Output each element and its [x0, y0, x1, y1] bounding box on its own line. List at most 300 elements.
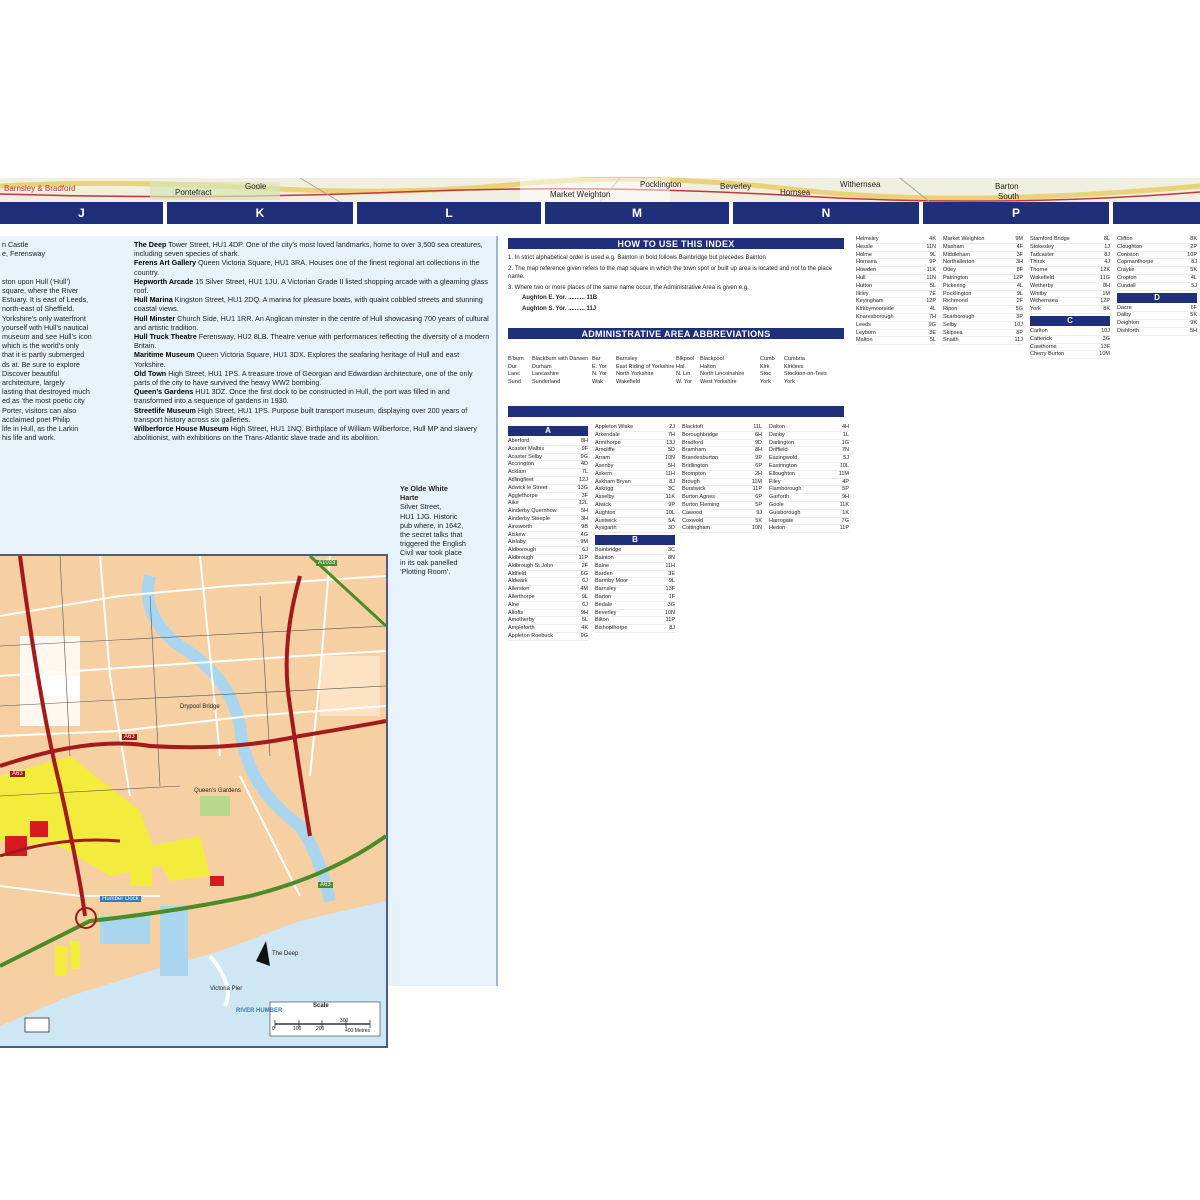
- road-label: A1033: [318, 560, 336, 566]
- index-entry: [1117, 236, 1197, 244]
- index-letter-header: C: [1030, 316, 1110, 326]
- index-place: Masham: [943, 243, 965, 250]
- abbr-cell: Stoc: [760, 371, 772, 377]
- abbr-cell: Kirk: [760, 363, 770, 370]
- index-place: Hutton: [856, 282, 873, 289]
- index-entry: [1117, 320, 1197, 328]
- index-entry: [943, 298, 1023, 306]
- index-ref: 1J: [1104, 243, 1110, 250]
- index-ref: 4K: [581, 625, 588, 632]
- abbr-cell: Sund: [508, 378, 521, 385]
- index-ref: 9G: [580, 632, 588, 639]
- index-entry: [682, 486, 762, 494]
- index-place: Stamford Bridge: [1030, 236, 1070, 242]
- index-ref: 5D: [667, 447, 675, 454]
- index-entry: [508, 438, 588, 446]
- index-ref: 5G: [1015, 306, 1023, 313]
- index-ref: 4G: [580, 531, 588, 538]
- index-entry: [682, 447, 762, 455]
- grid-column-label: M: [545, 202, 729, 224]
- index-ref: 7G: [841, 517, 849, 524]
- index-place: Flamborough: [769, 486, 802, 493]
- index-place: Eastrington: [769, 462, 797, 469]
- index-ref: 11P: [752, 486, 762, 493]
- city-map-graphic: [0, 556, 386, 1046]
- index-ref: 2J: [669, 424, 675, 430]
- index-place: Clifton: [1117, 236, 1133, 242]
- attraction-text: High Street, HU1 1NQ. Birthplace of William Wilberforce, Hull MP and slavery abolitionist, with exhibitions on the Trans-Atlantic slave trade and its abolition.: [134, 424, 477, 443]
- intro-line: ston upon Hull (‘Hull’): [2, 276, 71, 286]
- index-place: Copmanthorpe: [1117, 259, 1154, 266]
- index-entry: [682, 440, 762, 448]
- index-entry: [595, 502, 675, 510]
- attraction-entry: [134, 369, 490, 387]
- attraction-name: Old Town: [134, 368, 167, 378]
- abbr-cell: Lanc: [508, 371, 520, 377]
- index-ref: 1G: [841, 439, 849, 446]
- index-entry: [769, 455, 849, 463]
- scale-unit: 300: [340, 1018, 349, 1024]
- index-ref: 1M: [1102, 290, 1110, 297]
- index-ref: 1F: [668, 593, 675, 600]
- index-entry: [856, 330, 936, 338]
- index-place: Ainderby Steeple: [508, 515, 550, 522]
- index-place: Amotherby: [508, 617, 535, 624]
- index-ref: 8J: [669, 478, 675, 485]
- index-entry: [595, 447, 675, 455]
- index-entry: [943, 291, 1023, 299]
- index-place: Wetherby: [1030, 282, 1054, 289]
- abbr-cell: York: [760, 378, 771, 385]
- index-entry: [508, 594, 588, 602]
- index-entry: [769, 518, 849, 526]
- index-place: Askrigg: [595, 486, 614, 493]
- index-entry: [1030, 351, 1110, 359]
- pub-note-line: pub where, in 1642,: [400, 520, 464, 530]
- index-divider-bar: [508, 406, 844, 417]
- index-place: Askham Bryan: [595, 478, 631, 485]
- city-description-panel: [0, 236, 498, 1034]
- intro-line: Estuary. It is east of Leeds,: [2, 295, 89, 305]
- index-entry: [1117, 283, 1197, 291]
- index-entry: [595, 479, 675, 487]
- index-ref: 9L: [668, 578, 675, 585]
- index-ref: 11N: [926, 274, 936, 281]
- intro-line: his life and work.: [2, 433, 56, 443]
- howto-line: Aughton S. Yor. .......... 11J: [522, 305, 597, 312]
- index-ref: 6P: [755, 494, 762, 501]
- index-place: Brandesburton: [682, 455, 719, 462]
- grid-column-label: J: [0, 202, 163, 224]
- index-ref: 11M: [838, 470, 849, 477]
- index-place: Northallerton: [943, 259, 975, 266]
- index-entry: [1030, 336, 1110, 344]
- index-ref: 12P: [926, 298, 936, 305]
- index-letter-header: D: [1117, 293, 1197, 303]
- abbr-row: [508, 364, 844, 372]
- index-ref: 4J: [1104, 259, 1110, 266]
- index-entry: [1117, 328, 1197, 336]
- index-ref: 4L: [1016, 282, 1023, 289]
- abbr-cell: W. Yor: [676, 378, 692, 385]
- index-place: Beverley: [595, 609, 617, 616]
- index-ref: 7N: [841, 447, 849, 454]
- strip-place: Barton: [995, 182, 1019, 191]
- index-ref: 8H: [580, 438, 588, 444]
- index-place: Harrogate: [769, 517, 794, 524]
- index-place: Aislaby: [508, 539, 526, 546]
- intro-line: Discover beautiful: [2, 368, 60, 378]
- scale-unit: 100: [293, 1026, 302, 1032]
- index-ref: 12P: [1100, 298, 1110, 305]
- abbr-cell: E. Yor: [592, 363, 607, 370]
- index-entry: [856, 306, 936, 314]
- index-entry: [1030, 291, 1110, 299]
- index-place: Cherry Burton: [1030, 351, 1065, 358]
- intro-line: e, Ferensway: [2, 249, 46, 259]
- index-ref: 4M: [580, 586, 588, 593]
- index-entry: [1117, 305, 1197, 313]
- index-place: Thorne: [1030, 267, 1048, 274]
- grid-column-label: K: [167, 202, 353, 224]
- index-place: Allerthorpe: [508, 593, 535, 600]
- abbr-cell: Sunderland: [532, 378, 561, 385]
- index-ref: 4F: [1016, 243, 1023, 250]
- index-ref: 3C: [667, 547, 675, 554]
- index-place: Catterick: [1030, 335, 1052, 342]
- pub-note-line: triggered the English: [400, 539, 466, 549]
- index-entry: [508, 633, 588, 641]
- index-place: Burton Agnes: [682, 494, 716, 501]
- index-entry: [769, 432, 849, 440]
- index-entry: [856, 244, 936, 252]
- index-place: Helmsley: [856, 236, 879, 242]
- index-place: Deighton: [1117, 320, 1140, 327]
- index-entry: [1030, 267, 1110, 275]
- index-entry: [595, 424, 675, 432]
- index-place: Appleton Roebuck: [508, 632, 553, 639]
- strip-place: Beverley: [720, 182, 752, 191]
- intro-line: [2, 258, 128, 267]
- abbr-cell: Cumb: [760, 356, 775, 362]
- attraction-name: Wilberforce House Museum: [134, 424, 229, 434]
- strip-place: Pontefract: [175, 188, 212, 197]
- place-label: Humber Dock: [102, 896, 139, 902]
- abbr-cell: Cumbria: [784, 356, 805, 362]
- index-place: Hessle: [856, 243, 873, 250]
- index-ref: 9L: [929, 251, 936, 258]
- place-label: Queen’s Gardens: [194, 788, 241, 794]
- index-ref: 9M: [580, 539, 588, 546]
- index-column: [595, 424, 675, 633]
- index-place: Knaresborough: [856, 313, 894, 320]
- index-ref: 3G: [667, 601, 675, 608]
- index-ref: 5L: [581, 617, 588, 624]
- index-ref: 12P: [1013, 274, 1023, 281]
- index-entry: [508, 625, 588, 633]
- index-ref: 11K: [839, 501, 849, 508]
- index-entry: [1030, 306, 1110, 314]
- intro-line: north-east of Sheffield.: [2, 304, 75, 314]
- index-ref: 9L: [1016, 290, 1023, 297]
- index-place: Brompton: [682, 470, 706, 477]
- abbr-title: ADMINISTRATIVE AREA ABBREVIATIONS: [508, 328, 844, 339]
- attraction-text: Queen Victoria Square, HU1 3RA. Houses one of the finest regional art collections in the country.: [134, 258, 480, 277]
- index-place: Burstwick: [682, 486, 706, 493]
- index-place: Blacktoft: [682, 424, 704, 430]
- intro-line: life in Hull, as the Larkin: [2, 424, 79, 434]
- attraction-entry: [134, 277, 490, 295]
- index-place: Bishopthorpe: [595, 625, 628, 632]
- index-place: Leyburn: [856, 329, 876, 336]
- intro-text: [2, 240, 128, 442]
- index-ref: 8P: [1016, 329, 1023, 336]
- grid-column-bar: [0, 202, 1200, 224]
- pub-note: [400, 484, 490, 576]
- index-entry: [769, 440, 849, 448]
- index-ref: 5P: [755, 501, 762, 508]
- hull-city-map[interactable]: [0, 554, 388, 1048]
- abbr-table: [508, 356, 844, 386]
- pub-note-line: in its oak panelled: [400, 557, 458, 567]
- index-entry: [595, 578, 675, 586]
- index-ref: 1K: [842, 509, 849, 516]
- index-entry: [1030, 328, 1110, 336]
- index-ref: 13F: [665, 586, 675, 593]
- index-entry: [595, 432, 675, 440]
- index-entry: [943, 337, 1023, 345]
- index-place: York: [1030, 306, 1041, 313]
- index-ref: 5A: [668, 517, 675, 524]
- index-ref: 11H: [665, 470, 675, 477]
- index-entry: [508, 454, 588, 462]
- index-place: Bridlington: [682, 462, 708, 469]
- index-place: Altofts: [508, 609, 524, 616]
- index-place: Thirsk: [1030, 259, 1045, 266]
- index-ref: 2F: [1016, 298, 1023, 305]
- index-ref: 4L: [1190, 274, 1197, 281]
- index-place: Otley: [943, 267, 956, 274]
- attraction-entry: [134, 387, 490, 405]
- index-entry: [508, 516, 588, 524]
- abbr-cell: West Yorkshire: [700, 378, 737, 385]
- index-ref: 3G: [1102, 335, 1110, 342]
- scale-unit: 400 Metres: [345, 1028, 371, 1034]
- index-place: Barmby Moor: [595, 578, 629, 585]
- index-ref: 7H: [667, 431, 675, 438]
- index-place: Accrington: [508, 461, 534, 468]
- index-entry: [856, 259, 936, 267]
- index-place: Adwick le Street: [508, 484, 548, 491]
- index-place: Bainton: [595, 554, 614, 561]
- index-column: [1117, 236, 1197, 336]
- index-place: Dishforth: [1117, 327, 1140, 334]
- index-entry: [508, 461, 588, 469]
- index-entry: [595, 563, 675, 571]
- index-ref: 9M: [1015, 236, 1023, 242]
- attraction-name: Ferens Art Gallery: [134, 258, 197, 268]
- intro-line: yourself with Hull’s nautical: [2, 322, 89, 332]
- index-ref: 5H: [580, 508, 588, 515]
- index-ref: 3C: [667, 486, 675, 493]
- index-entry: [1030, 275, 1110, 283]
- index-entry: [595, 610, 675, 618]
- index-place: Hornsea: [856, 259, 877, 266]
- index-place: Scarborough: [943, 313, 975, 320]
- index-ref: 3H: [580, 515, 588, 522]
- index-ref: 6J: [582, 547, 588, 554]
- intro-line: Yorkshire’s only waterfront: [2, 313, 86, 323]
- road-label: A63: [320, 882, 331, 888]
- index-place: Crayke: [1117, 267, 1135, 274]
- abbr-cell: Wak: [592, 378, 603, 385]
- index-ref: 11P: [839, 525, 849, 532]
- index-place: Coniston: [1117, 251, 1139, 258]
- index-entry: [508, 493, 588, 501]
- howto-title: HOW TO USE THIS INDEX: [508, 238, 844, 249]
- index-entry: [856, 283, 936, 291]
- place-label: Victoria Pier: [210, 986, 243, 992]
- index-place: Aldfield: [508, 570, 527, 577]
- attraction-text: Church Side, HU1 1RR. An Anglican minster in the centre of Hull showcasing 700 years of cultural and artistic tradition.: [134, 313, 489, 332]
- attraction-entry: [134, 314, 490, 332]
- index-entry: [1117, 312, 1197, 320]
- index-place: Ainsworth: [508, 523, 533, 530]
- howto-line: Aughton E. Yor. .......... 11B: [522, 295, 598, 301]
- place-index: [508, 236, 1200, 986]
- pub-note-line: Civil war took place: [400, 548, 462, 558]
- index-entry: [769, 502, 849, 510]
- index-ref: 1L: [842, 431, 849, 438]
- index-ref: 11K: [665, 494, 675, 501]
- index-ref: 3F: [1016, 251, 1023, 258]
- index-ref: 8H: [1102, 282, 1110, 289]
- place-label: Drypool Bridge: [180, 704, 220, 710]
- index-ref: 3H: [1015, 259, 1023, 266]
- index-entry: [508, 469, 588, 477]
- index-place: Carlton: [1030, 327, 1048, 334]
- abbr-cell: East Riding of Yorkshire: [616, 363, 675, 370]
- index-place: Aldwark: [508, 578, 528, 585]
- index-entry: [682, 525, 762, 533]
- howto-text: [508, 254, 844, 315]
- attraction-text: High Street, HU1 1PS. Purpose built transport museum, displaying over 200 years of transport history across six galleries.: [134, 405, 468, 424]
- attraction-text: 15 Silver Street, HU1 1JU. A Victorian Grade II listed shopping arcade with a gleaming glass roof.: [134, 276, 488, 296]
- index-entry: [943, 306, 1023, 314]
- index-ref: 6G: [580, 570, 588, 577]
- index-ref: 11K: [926, 267, 936, 274]
- index-place: Middleham: [943, 251, 970, 258]
- index-entry: [595, 594, 675, 602]
- abbr-cell: Durham: [532, 363, 552, 370]
- index-entry: [595, 547, 675, 555]
- index-place: Balne: [595, 562, 610, 569]
- index-ref: 3F: [581, 492, 588, 499]
- index-place: Richmond: [943, 298, 968, 305]
- index-ref: 4L: [929, 306, 936, 313]
- index-place: Brough: [682, 478, 700, 485]
- grid-column-label: L: [357, 202, 541, 224]
- index-place: Hedon: [769, 525, 786, 532]
- attraction-text: HU1 3DZ. Once the first dock to be constructed in Hull, the port was filled in and transformed into a sequence of gardens in 1930.: [134, 387, 450, 406]
- index-ref: 11G: [1100, 274, 1110, 281]
- abbr-row: [508, 371, 844, 379]
- index-place: Barton: [595, 593, 612, 600]
- index-column: [856, 236, 936, 345]
- abbr-row: [508, 379, 844, 387]
- index-ref: 3E: [668, 570, 675, 577]
- grid-column-label: N: [733, 202, 919, 224]
- index-entry: [1030, 344, 1110, 352]
- index-entry: [595, 510, 675, 518]
- index-entry: [856, 252, 936, 260]
- intro-line: lasting that destroyed much: [2, 387, 90, 397]
- index-ref: 4H: [841, 424, 849, 430]
- attraction-entry: [134, 258, 490, 276]
- index-ref: 7H: [928, 313, 936, 320]
- index-ref: 5K: [1190, 312, 1197, 319]
- attraction-entry: [134, 424, 490, 442]
- index-ref: 10N: [664, 609, 675, 616]
- index-ref: 2P: [1190, 243, 1197, 250]
- index-entry: [508, 485, 588, 493]
- index-entry: [769, 510, 849, 518]
- index-entry: [508, 571, 588, 579]
- index-ref: 10L: [665, 509, 675, 516]
- index-place: Cundall: [1117, 282, 1136, 289]
- index-ref: 9P: [929, 259, 936, 266]
- abbr-cell: Kirklees: [784, 363, 804, 370]
- index-entry: [682, 432, 762, 440]
- index-entry: [769, 479, 849, 487]
- index-ref: 13F: [1100, 343, 1110, 350]
- index-ref: 8L: [1103, 236, 1110, 242]
- index-entry: [682, 463, 762, 471]
- index-entry: [595, 625, 675, 633]
- index-entry: [856, 291, 936, 299]
- attraction-text: Kingston Street, HU1 2DQ. A marina for pleasure boats, with quaint cobbled streets and stunning coastal views.: [134, 295, 483, 314]
- index-ref: 5K: [755, 517, 762, 524]
- index-place: Aysgarth: [595, 525, 617, 532]
- index-entry: [595, 555, 675, 563]
- index-place: Selby: [943, 321, 957, 328]
- index-place: Appleton Wiske: [595, 424, 634, 430]
- abbr-cell: Wakefield: [616, 378, 640, 385]
- pub-note-line: Harte: [400, 493, 419, 503]
- index-place: Guisborough: [769, 509, 801, 516]
- index-entry: [508, 555, 588, 563]
- index-column: [769, 424, 849, 533]
- index-entry: [682, 471, 762, 479]
- intro-line: ds at. Be sure to explore: [2, 359, 80, 369]
- index-ref: 9G: [928, 321, 936, 328]
- index-place: Boroughbridge: [682, 431, 719, 438]
- index-entry: [595, 602, 675, 610]
- index-place: Malton: [856, 337, 873, 344]
- index-entry: [856, 298, 936, 306]
- road-label: A63: [12, 771, 23, 777]
- strip-place: Withernsea: [840, 180, 881, 189]
- abbr-cell: Lancashire: [532, 371, 559, 377]
- road-label: A63: [124, 734, 135, 740]
- index-ref: 13G: [577, 484, 588, 491]
- index-ref: 9H: [841, 494, 849, 501]
- index-place: Askern: [595, 470, 613, 477]
- index-ref: 6J: [582, 601, 588, 608]
- index-entry: [1030, 252, 1110, 260]
- intro-line: acclaimed poet Philip: [2, 414, 70, 424]
- attraction-name: Streetlife Museum: [134, 405, 196, 415]
